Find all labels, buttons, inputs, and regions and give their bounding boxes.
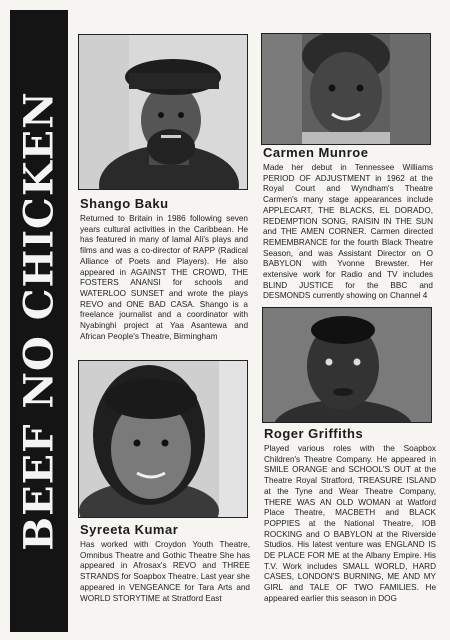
photo-roger-griffiths — [262, 307, 432, 423]
bio-carmen-munroe: Made her debut in Tennessee Williams PERIOD OF ADJUSTMENT in 1962 at the Royal Court and Wyndham's Theatre Carmen's many stage appearances include APPLECART, THE BLACKS, EL DORADO, REDEMPTION SONG, RAISIN IN THE SUN and THE AMEN CORNER. Carmen directed REMEMBRANCE for the fourth Black Theatre Season, and was Assistant Director on O BABYLON with Yvonne Brewster. Her extensive work for Radio and TV includes BLIND JUSTICE for the BBC and DESMONDS currently showing on Channel 4 — [263, 163, 433, 301]
name-roger-griffiths: Roger Griffiths — [264, 426, 364, 441]
photo-shango-baku — [78, 34, 248, 190]
name-carmen-munroe: Carmen Munroe — [263, 145, 369, 160]
photo-carmen-munroe — [261, 33, 431, 145]
portrait-syreeta-kumar — [79, 361, 247, 517]
title-banner — [10, 10, 68, 632]
bio-roger-griffiths: Played various roles with the Soapbox Children's Theatre Company. He appeared in SMILE ORANGE and SCHOOL'S OUT at the Theatre Royal Stratford, TREASURE ISLAND at the Tyne and Wear Theatre Company, THERE WAS AN OLD WOMAN at Watford Place Theatre, MACBETH and BLACK POPPIES at the National Theatre, IOB ROCKING and O BABYLON at the Riverside Studios. His latest venture was ENGLAND IS DE PLACE FOR ME at the Albany Empire. His T.V. Work includes SMALL WORLD, HARD CASES, LONDON'S BURNING, ME AND MY GIRL and TALE OF TWO FAMILIES. He appeared earlier this season in DOG — [264, 444, 436, 603]
bio-shango-baku: Returned to Britain in 1986 following seven years cultural activities in the Caribbean. He has featured in many of lamal Ali's plays and films and was a co-director of RAPP (Radical Alliance of Poets and Players). He also appeared in AGAINST THE CROWD, THE FOSTERS ANANSI for schools and WATERLOO SUNSET and wrote the plays REVO and ONE BAD CASA. Shango is a freelance journalist and a coordinator with Nyabinghi project at Yaa Asantewa and African People's Theatre, Birmingham — [80, 214, 248, 341]
name-syreeta-kumar: Syreeta Kumar — [80, 522, 179, 537]
banner-title: BEEF NO CHICKEN — [15, 91, 63, 551]
portrait-carmen-munroe — [262, 34, 430, 144]
portrait-shango-baku — [79, 35, 247, 189]
name-shango-baku: Shango Baku — [80, 196, 169, 211]
photo-syreeta-kumar — [78, 360, 248, 518]
bio-syreeta-kumar: Has worked with Croydon Youth Theatre, Omnibus Theatre and Gothic Theatre She has appeared in Afrosax's REVO and THREE STRANDS for Soapbox Theatre. Last year she appeared in VENGEANCE for Tara Arts and WORLD STORYTIME at Stratford East — [80, 540, 250, 603]
portrait-roger-griffiths — [263, 308, 431, 422]
